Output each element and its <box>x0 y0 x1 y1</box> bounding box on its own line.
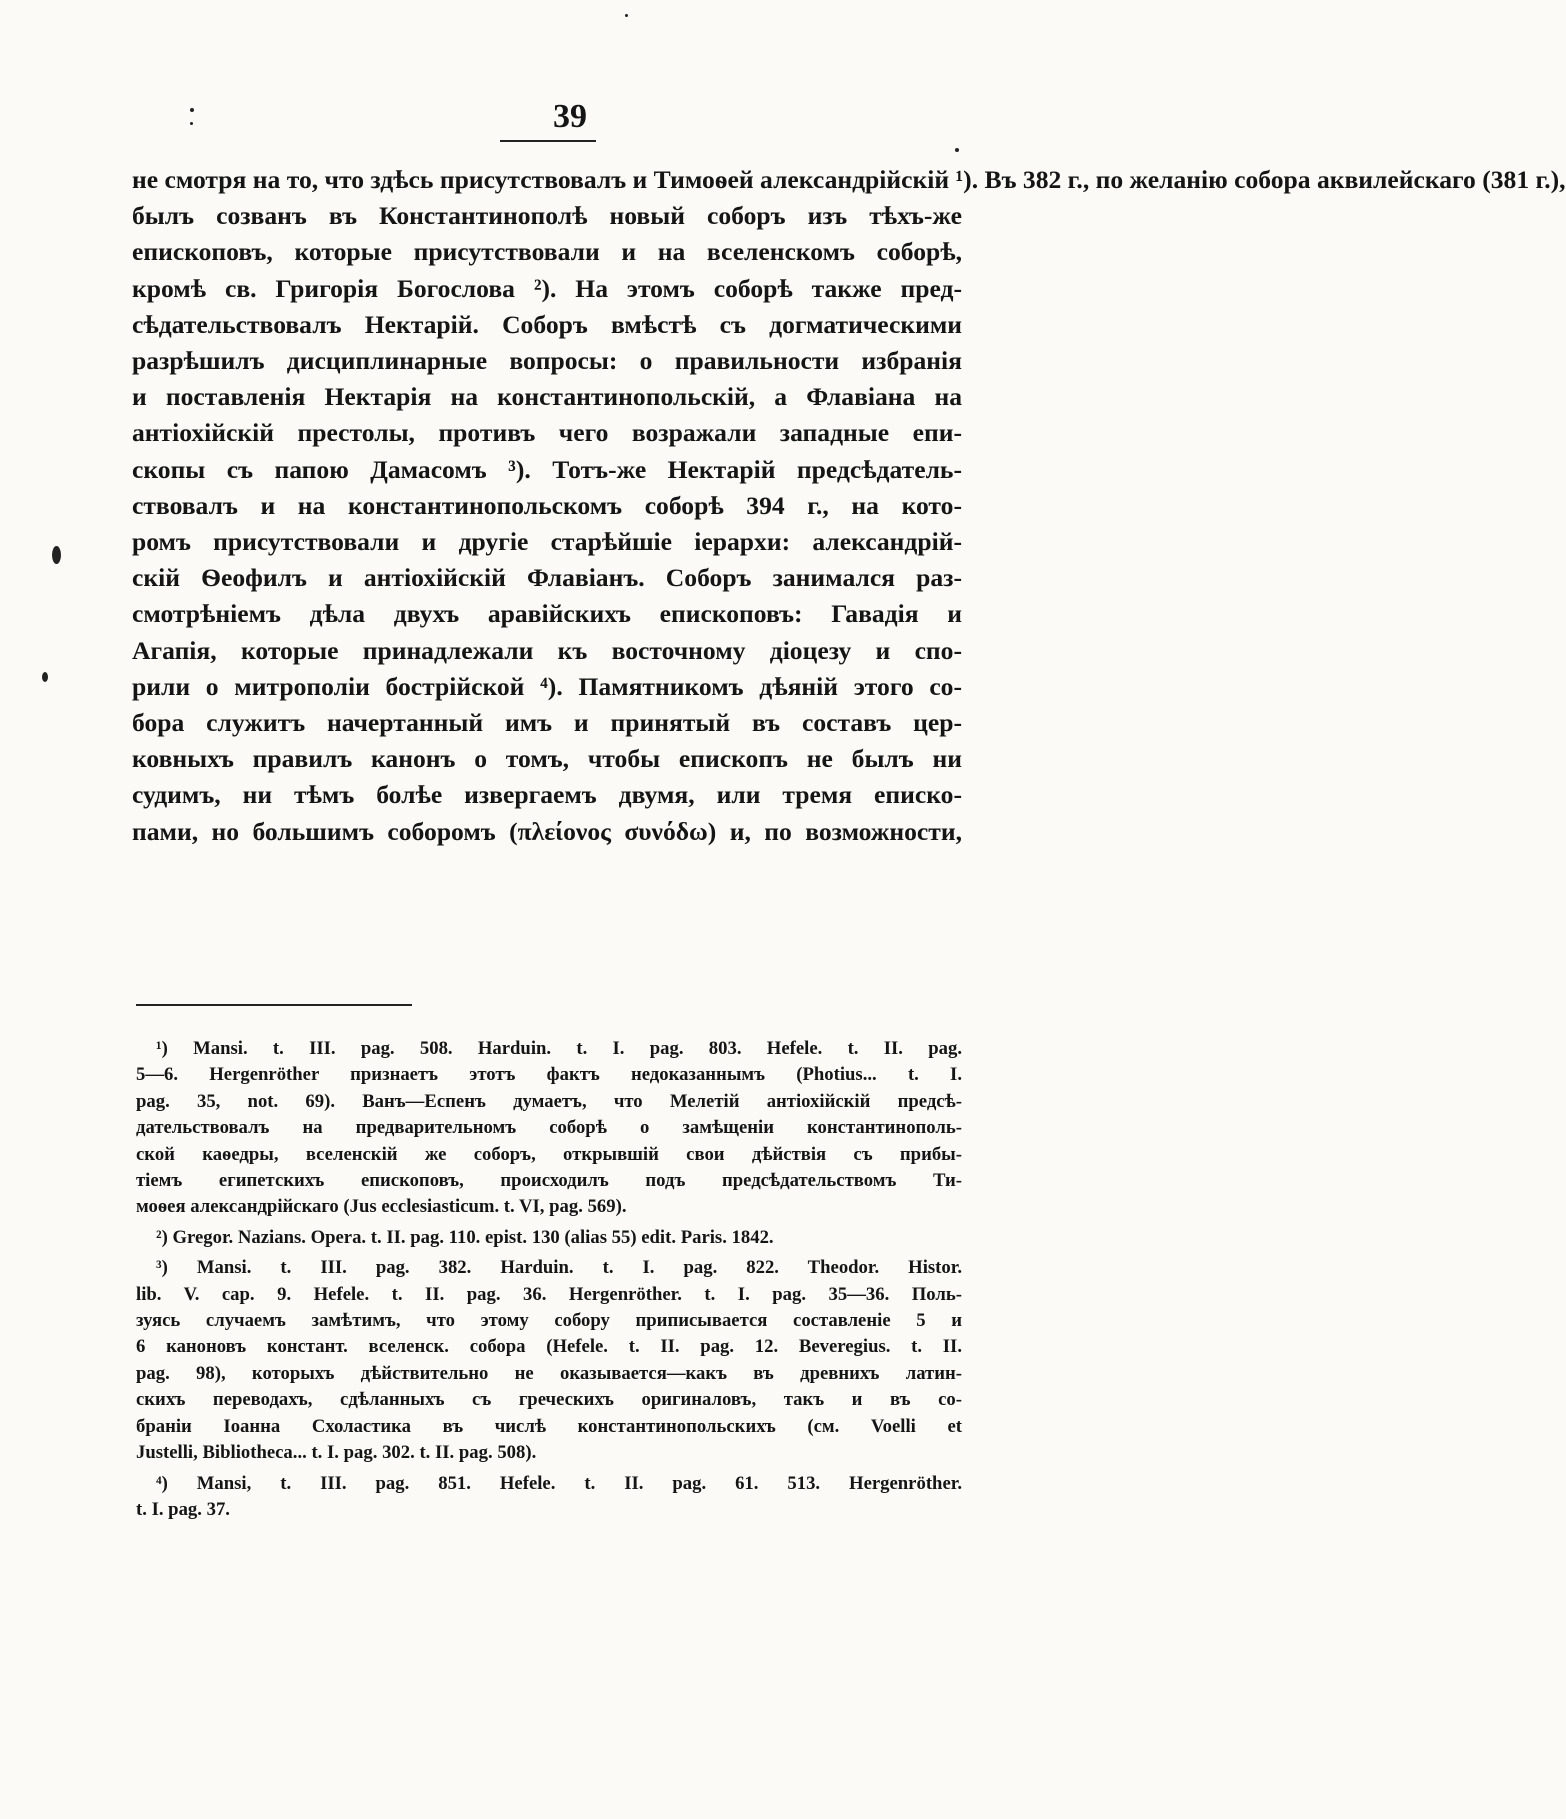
footnote-line: браніи Іоанна Схоластика въ числѣ константинопольскихъ (см. Voelli et <box>136 1415 962 1437</box>
footnote-line: ¹) Mansi. t. III. pag. 508. Harduin. t. I. pag. 803. Hefele. t. II. pag. <box>156 1038 962 1059</box>
text-line: смотрѣніемъ дѣла двухъ аравійскихъ епископовъ: Гавадія и <box>132 599 962 629</box>
text-line: разрѣшилъ дисциплинарные вопросы: о правильности избранія <box>132 346 962 376</box>
ink-speck <box>42 672 48 682</box>
footnote-line: дательствовалъ на предварительномъ соборѣ о замѣщеніи константинополь- <box>136 1117 962 1139</box>
footnote-line: зуясь случаемъ замѣтимъ, что этому собору приписывается составленіе 5 и <box>136 1310 962 1332</box>
footnote-line: lib. V. cap. 9. Hefele. t. II. pag. 36. Hergenröther. t. I. pag. 35—36. Поль- <box>136 1283 962 1305</box>
text-line: кромѣ св. Григорія Богослова ²). На этомъ соборѣ также пред- <box>132 273 962 303</box>
page-number: 39 <box>553 98 587 135</box>
ink-speck <box>190 108 194 112</box>
text-line: пами, но большимъ соборомъ (πλείονος συνόδω) и, по возможности, <box>132 816 962 846</box>
footnote-line: 5—6. Hergenröther признаетъ этотъ фактъ недоказаннымъ (Photius... t. I. <box>136 1064 962 1086</box>
text-line: судимъ, ни тѣмъ болѣе извергаемъ двумя, или тремя еписко- <box>132 780 962 810</box>
text-line: епископовъ, которые присутствовали и на вселенскомъ соборѣ, <box>132 237 962 267</box>
text-line: ковныхъ правилъ канонъ о томъ, чтобы епископъ не былъ ни <box>132 744 962 774</box>
text-line: скій Ѳеофилъ и антіохійскій Флавіанъ. Соборъ занимался раз- <box>132 563 962 593</box>
text-line: бора служитъ начертанный имъ и принятый въ составъ цер- <box>132 708 962 738</box>
ink-speck <box>52 546 61 564</box>
footnote <box>136 1255 962 1466</box>
ink-speck <box>190 122 193 125</box>
footnote <box>136 1471 962 1524</box>
text-line: сѣдательствовалъ Нектарій. Соборъ вмѣстѣ съ догматическими <box>132 309 962 339</box>
text-line: ствовалъ и на константинопольскомъ соборѣ 394 г., на кото- <box>132 490 962 520</box>
ink-speck <box>625 14 628 17</box>
footnote-line: моѳея александрійскаго (Jus ecclesiasticum. t. VI, pag. 569). <box>136 1196 627 1218</box>
footnote-line: t. I. pag. 37. <box>136 1498 230 1520</box>
footnote-line: pag. 98), которыхъ дѣйствительно не оказывается—какъ въ древнихъ латин- <box>136 1362 962 1384</box>
footnote-line: Justelli, Bibliotheca... t. I. pag. 302. t. II. pag. 508). <box>136 1442 537 1464</box>
text-line: Агапія, которые принадлежали къ восточному діоцезу и спо- <box>132 635 962 665</box>
text-line: не смотря на то, что здѣсь присутствовалъ и Тимоѳей александрійскій ¹). Въ 382 г., по желанію собора аквилейскаго (381 г.), <box>132 165 1566 194</box>
footnote-line: скихъ переводахъ, сдѣланныхъ съ греческихъ оригиналовъ, такъ и въ со- <box>136 1389 962 1411</box>
main-text <box>132 162 1566 850</box>
footnote-line: ской каѳедры, вселенскій же соборъ, открывшій свои дѣйствія съ прибы- <box>136 1143 962 1165</box>
footnotes <box>136 1036 962 1527</box>
footnote-line: 6 каноновъ констант. вселенск. собора (Hefele. t. II. pag. 12. Beveregius. t. II. <box>136 1336 962 1358</box>
footnote-line: ⁴) Mansi, t. III. pag. 851. Hefele. t. II. pag. 61. 513. Hergenröther. <box>156 1472 962 1494</box>
page-number-rule <box>500 140 596 142</box>
footnote-line: pag. 35, not. 69). Ванъ—Еспенъ думаетъ, что Мелетій антіохійскій предсѣ- <box>136 1090 962 1112</box>
text-line: скопы съ папою Дамасомъ ³). Тотъ-же Нектарій предсѣдатель- <box>132 454 962 484</box>
footnote <box>136 1225 962 1251</box>
text-line: антіохійскій престолы, противъ чего возражали западные епи- <box>132 418 962 448</box>
footnote-line: ³) Mansi. t. III. pag. 382. Harduin. t. I. pag. 822. Theodor. Histor. <box>156 1257 962 1279</box>
footnote <box>136 1036 962 1221</box>
ink-speck <box>955 148 959 152</box>
footnote-rule <box>136 1004 412 1006</box>
text-line: рили о митрополіи бострійской ⁴). Памятникомъ дѣяній этого со- <box>132 671 962 701</box>
footnote-line: ²) Gregor. Nazians. Opera. t. II. pag. 110. epist. 130 (alias 55) edit. Paris. 1842. <box>156 1226 774 1248</box>
footnote-line: тіемъ египетскихъ епископовъ, происходилъ подъ предсѣдательствомъ Ти- <box>136 1170 962 1192</box>
text-line: ромъ присутствовали и другіе старѣйшіе іерархи: александрій- <box>132 527 962 557</box>
text-line: былъ созванъ въ Константинополѣ новый соборъ изъ тѣхъ-же <box>132 201 962 231</box>
text-line: и поставленія Нектарія на константинопольскій, а Флавіана на <box>132 382 962 412</box>
